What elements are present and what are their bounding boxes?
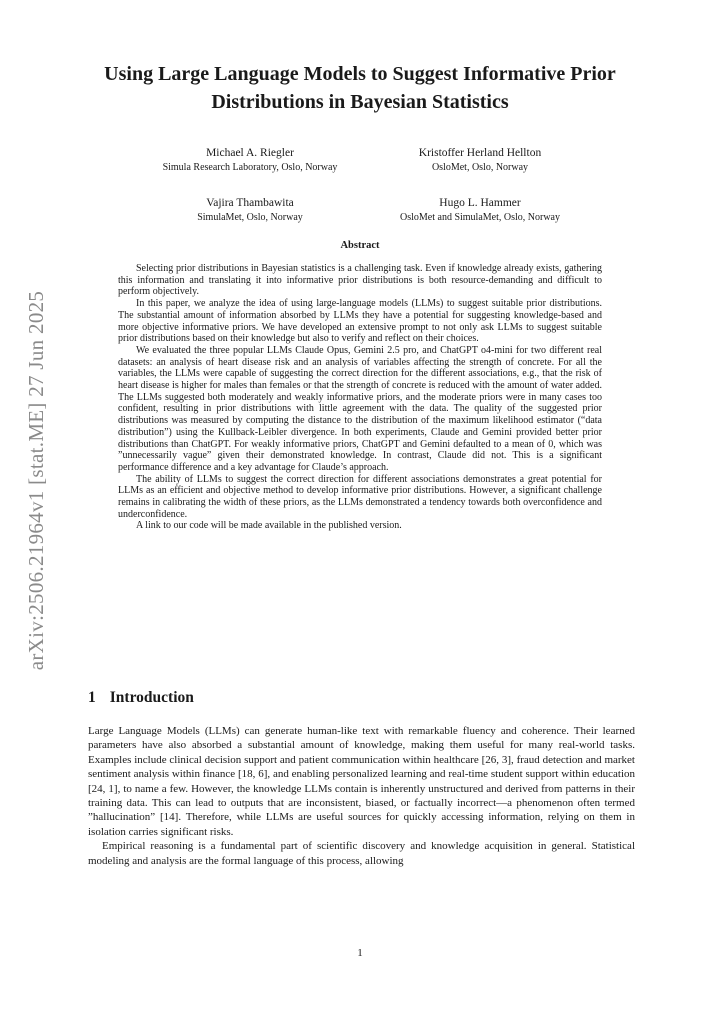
abstract-heading: Abstract [340,240,380,251]
abstract-paragraph: The ability of LLMs to suggest the correct direction for different associations demonstrates a great potential for LLMs as an efficient and objective method to develop informative prior distributions. However, a significant challenge remains in calibrating the width of these priors, as the LLMs demonstrated a tendency towards both overconfidence and underconfidence. [118,473,602,520]
section-number: 1 [88,689,96,706]
section-heading [88,689,194,707]
paper-title: Using Large Language Models to Suggest Informative Prior Distributions in Bayesian Statistics [104,63,616,113]
section-title: Introduction [109,689,194,706]
author-name: Vajira Thambawita [206,197,294,209]
body-paragraph: Large Language Models (LLMs) can generate human-like text with remarkable fluency and coherence. Their learned parameters have also absorbed a substantial amount of knowledge, making them useful for many real-world tasks. Examples include clinical decision support and patient communication within healthcare [26, 3], fraud detection and market sentiment analysis within finance [18, 6], and enabling personalized learning and real-time student support within education [24, 1], to name a few. However, the knowledge LLMs contain is inherently unstructured and derived from patterns in their training data. This can lead to outputs that are inconsistent, biased, or factually incorrect—a phenomenon often termed ”hallucination” [14]. Therefore, while LLMs are useful sources for quickly accessing information, relying on them in isolation carries significant risks. [88,725,635,838]
arxiv-identifier-stamp [22,290,52,670]
abstract-paragraph: Selecting prior distributions in Bayesian statistics is a challenging task. Even if knowledge already exists, gathering this information and translating it into informative prior distributions is both resource-demanding and difficult to perform objectively. [118,263,602,298]
author-affiliation: OsloMet, Oslo, Norway [431,161,529,173]
author-name: Kristoffer Herland Hellton [418,147,542,159]
author-affiliation: Simula Research Laboratory, Oslo, Norway [162,161,338,173]
author-block-2 [360,146,600,175]
author-name: Hugo L. Hammer [439,197,521,209]
abstract-paragraph: In this paper, we analyze the idea of using large-language models (LLMs) to suggest suitable prior distributions. The substantial amount of information absorbed by LLMs they have a potential for suggesting knowledge-based and more objective informative priors. We have developed an extensive prompt to not only ask LLMs to suggest suitable prior distributions based on their knowledge but also to verify and reflect on their choices. [118,298,602,345]
page-number: 1 [357,947,363,959]
abstract-paragraph: We evaluated the three popular LLMs Claude Opus, Gemini 2.5 pro, and ChatGPT o4-mini for two different real datasets: an analysis of heart disease risk and an analysis of variables affecting the strength of concrete. For all the variables, the LLMs were capable of suggesting the correct direction for the different associations, e.g., that the risk of heart disease is higher for males than females or that the strength of concrete is reduced with the amount of water added. The LLMs suggested both moderately and weakly informative priors, and the moderate priors were in many cases too confident, resulting in prior distributions with little agreement with the data. The quality of the suggested prior distributions was measured by computing the distance to the distribution of the maximum likelihood estimator (“data distribution”) using the Kullback-Leibler divergence. In both experiments, Claude and Gemini provided better prior distributions than ChatGPT. For weakly informative priors, ChatGPT and Gemini defaulted to a mean of 0, which was ”unnecessarily vague” given their demonstrated knowledge. In contrast, Claude did not. This is a significant performance difference and a key advantage for Claude’s approach. [118,344,602,473]
abstract-body [118,263,602,532]
author-affiliation: SimulaMet, Oslo, Norway [197,211,303,223]
author-block-1 [125,146,375,175]
arxiv-identifier-text: arXiv:2506.21964v1 [stat.ME] 27 Jun 2025 [24,290,49,670]
author-name: Michael A. Riegler [206,147,294,159]
introduction-body [88,724,635,868]
author-affiliation: OsloMet and SimulaMet, Oslo, Norway [400,211,560,223]
author-block-3 [125,196,375,225]
abstract-paragraph: A link to our code will be made available in the published version. [136,520,402,532]
author-block-4 [360,196,600,225]
body-paragraph: Empirical reasoning is a fundamental part of scientific discovery and knowledge acquisition in general. Statistical modeling and analysis are the formal language of this process, allowing [88,840,635,867]
